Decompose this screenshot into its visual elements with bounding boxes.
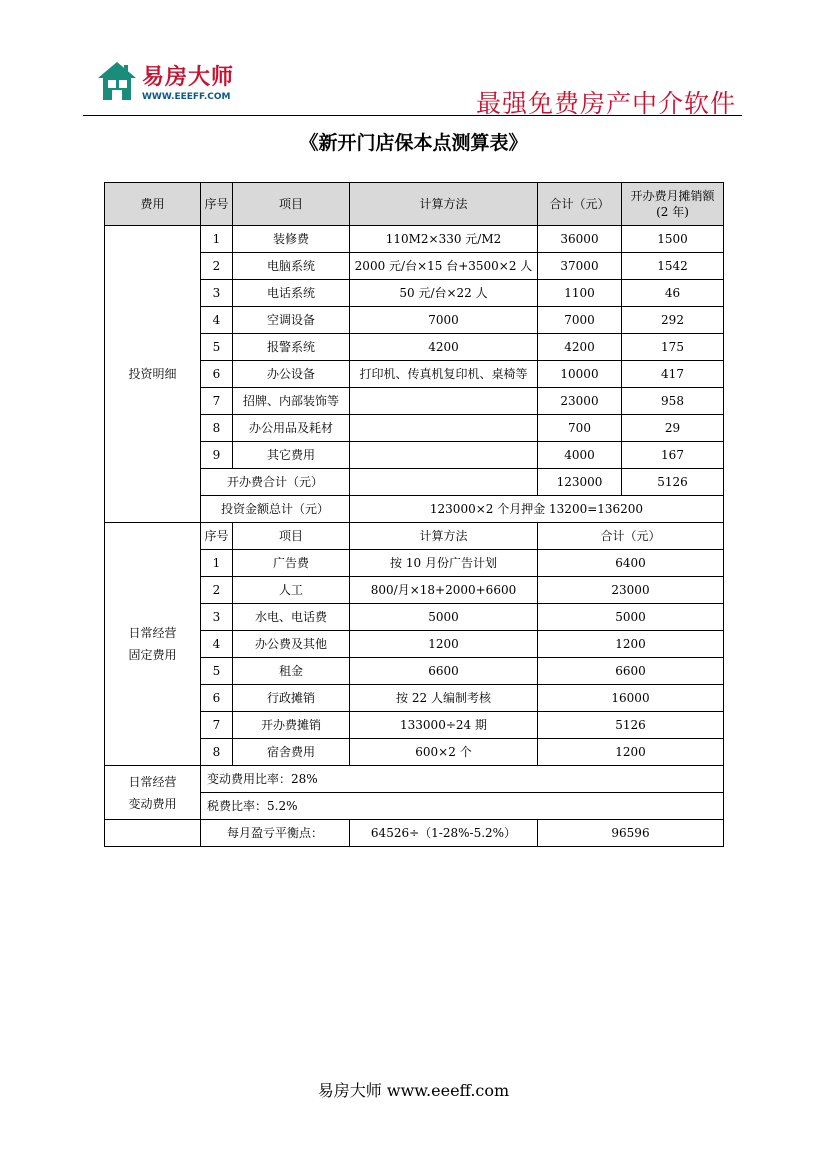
row-no: 9 bbox=[201, 442, 233, 469]
row-method: 按 10 月份广告计划 bbox=[350, 550, 538, 577]
logo-title: 易房大师 bbox=[142, 64, 235, 90]
grand-total-method: 123000×2 个月押金 13200=136200 bbox=[350, 496, 724, 523]
row-total: 6400 bbox=[538, 550, 724, 577]
tax-ratio: 税费比率：5.2% bbox=[201, 793, 724, 820]
row-monthly: 1500 bbox=[622, 226, 724, 253]
header-divider bbox=[83, 115, 742, 116]
variable-ratio: 变动费用比率：28% bbox=[201, 766, 724, 793]
row-no: 5 bbox=[201, 658, 233, 685]
row-total: 23000 bbox=[538, 577, 724, 604]
row-total: 1100 bbox=[538, 280, 622, 307]
row-monthly: 29 bbox=[622, 415, 724, 442]
row-method: 5000 bbox=[350, 604, 538, 631]
row-total: 10000 bbox=[538, 361, 622, 388]
row-no: 7 bbox=[201, 712, 233, 739]
subtotal-monthly: 5126 bbox=[622, 469, 724, 496]
row-item: 电脑系统 bbox=[233, 253, 350, 280]
breakeven-table bbox=[104, 182, 724, 847]
header-method: 计算方法 bbox=[350, 183, 538, 226]
row-no: 8 bbox=[201, 415, 233, 442]
row-method: 4200 bbox=[350, 334, 538, 361]
row-total: 4000 bbox=[538, 442, 622, 469]
row-method: 6600 bbox=[350, 658, 538, 685]
row-total: 23000 bbox=[538, 388, 622, 415]
breakeven-value: 96596 bbox=[538, 820, 724, 847]
row-item: 报警系统 bbox=[233, 334, 350, 361]
row-item: 其它费用 bbox=[233, 442, 350, 469]
brand-logo bbox=[96, 58, 246, 108]
row-total: 1200 bbox=[538, 631, 724, 658]
row-method: 600×2 个 bbox=[350, 739, 538, 766]
row-method: 1200 bbox=[350, 631, 538, 658]
fixed-header-row bbox=[105, 523, 724, 550]
row-monthly: 1542 bbox=[622, 253, 724, 280]
row-no: 5 bbox=[201, 334, 233, 361]
row-item: 办公设备 bbox=[233, 361, 350, 388]
subtotal-method bbox=[350, 469, 538, 496]
fixed-header-no: 序号 bbox=[201, 523, 233, 550]
row-method: 110M2×330 元/M2 bbox=[350, 226, 538, 253]
row-no: 2 bbox=[201, 577, 233, 604]
row-no: 4 bbox=[201, 307, 233, 334]
fixed-header-item: 项目 bbox=[233, 523, 350, 550]
header-monthly-line2: (2 年) bbox=[656, 205, 689, 219]
row-monthly: 292 bbox=[622, 307, 724, 334]
variable-section-label bbox=[105, 766, 201, 820]
row-item: 空调设备 bbox=[233, 307, 350, 334]
row-item: 租金 bbox=[233, 658, 350, 685]
row-total: 700 bbox=[538, 415, 622, 442]
variable-ratio-row bbox=[105, 766, 724, 793]
row-total: 16000 bbox=[538, 685, 724, 712]
row-item: 招牌、内部装饰等 bbox=[233, 388, 350, 415]
row-method bbox=[350, 415, 538, 442]
row-total: 7000 bbox=[538, 307, 622, 334]
row-item: 办公费及其他 bbox=[233, 631, 350, 658]
row-monthly: 958 bbox=[622, 388, 724, 415]
row-no: 6 bbox=[201, 361, 233, 388]
fixed-section-label-line1: 日常经营 bbox=[128, 626, 177, 640]
breakeven-row bbox=[105, 820, 724, 847]
row-no: 2 bbox=[201, 253, 233, 280]
row-total: 4200 bbox=[538, 334, 622, 361]
breakeven-blank bbox=[105, 820, 201, 847]
row-no: 8 bbox=[201, 739, 233, 766]
row-item: 广告费 bbox=[233, 550, 350, 577]
fixed-section-label bbox=[105, 523, 201, 766]
breakeven-label: 每月盈亏平衡点： bbox=[201, 820, 350, 847]
row-total: 1200 bbox=[538, 739, 724, 766]
row-item: 水电、电话费 bbox=[233, 604, 350, 631]
grand-total-label: 投资金额总计（元） bbox=[201, 496, 350, 523]
document-title: 《新开门店保本点测算表》 bbox=[299, 132, 528, 154]
header-no: 序号 bbox=[201, 183, 233, 226]
fixed-section-label-line2: 固定费用 bbox=[128, 648, 177, 662]
table-header-row bbox=[105, 183, 724, 226]
page-footer: 易房大师 www.eeeff.com bbox=[317, 1081, 510, 1100]
breakeven-formula: 64526÷（1-28%-5.2%） bbox=[350, 820, 538, 847]
row-monthly: 417 bbox=[622, 361, 724, 388]
row-item: 装修费 bbox=[233, 226, 350, 253]
header-item: 项目 bbox=[233, 183, 350, 226]
row-method: 7000 bbox=[350, 307, 538, 334]
row-item: 宿舍费用 bbox=[233, 739, 350, 766]
row-no: 4 bbox=[201, 631, 233, 658]
row-method: 133000÷24 期 bbox=[350, 712, 538, 739]
row-no: 3 bbox=[201, 604, 233, 631]
row-total: 36000 bbox=[538, 226, 622, 253]
row-method: 800/月×18+2000+6600 bbox=[350, 577, 538, 604]
table-row bbox=[105, 226, 724, 253]
row-item: 行政摊销 bbox=[233, 685, 350, 712]
header-slogan: 最强免费房产中介软件 bbox=[475, 89, 736, 118]
logo-url: WWW.EEEFF.COM bbox=[142, 92, 231, 102]
row-no: 1 bbox=[201, 226, 233, 253]
row-no: 6 bbox=[201, 685, 233, 712]
header-monthly bbox=[622, 183, 724, 226]
header-fee: 费用 bbox=[105, 183, 201, 226]
header-total: 合计（元） bbox=[538, 183, 622, 226]
row-total: 5126 bbox=[538, 712, 724, 739]
row-total: 6600 bbox=[538, 658, 724, 685]
row-item: 电话系统 bbox=[233, 280, 350, 307]
row-total: 37000 bbox=[538, 253, 622, 280]
row-monthly: 46 bbox=[622, 280, 724, 307]
subtotal-total: 123000 bbox=[538, 469, 622, 496]
fixed-header-method: 计算方法 bbox=[350, 523, 538, 550]
fixed-header-total: 合计（元） bbox=[538, 523, 724, 550]
row-method bbox=[350, 388, 538, 415]
row-method: 打印机、传真机复印机、桌椅等 bbox=[350, 361, 538, 388]
row-method: 2000 元/台×15 台+3500×2 人 bbox=[350, 253, 538, 280]
row-method bbox=[350, 442, 538, 469]
row-method: 50 元/台×22 人 bbox=[350, 280, 538, 307]
row-item: 人工 bbox=[233, 577, 350, 604]
row-monthly: 175 bbox=[622, 334, 724, 361]
row-total: 5000 bbox=[538, 604, 724, 631]
variable-section-label-line2: 变动费用 bbox=[128, 796, 177, 811]
investment-section-label: 投资明细 bbox=[105, 226, 201, 523]
row-no: 3 bbox=[201, 280, 233, 307]
row-item: 办公用品及耗材 bbox=[233, 415, 350, 442]
row-no: 7 bbox=[201, 388, 233, 415]
row-item: 开办费摊销 bbox=[233, 712, 350, 739]
header-monthly-line1: 开办费月摊销额 bbox=[630, 189, 715, 203]
subtotal-label: 开办费合计（元） bbox=[201, 469, 350, 496]
row-no: 1 bbox=[201, 550, 233, 577]
house-icon bbox=[96, 60, 138, 104]
row-method: 按 22 人编制考核 bbox=[350, 685, 538, 712]
variable-section-label-line1: 日常经营 bbox=[128, 774, 177, 789]
row-monthly: 167 bbox=[622, 442, 724, 469]
